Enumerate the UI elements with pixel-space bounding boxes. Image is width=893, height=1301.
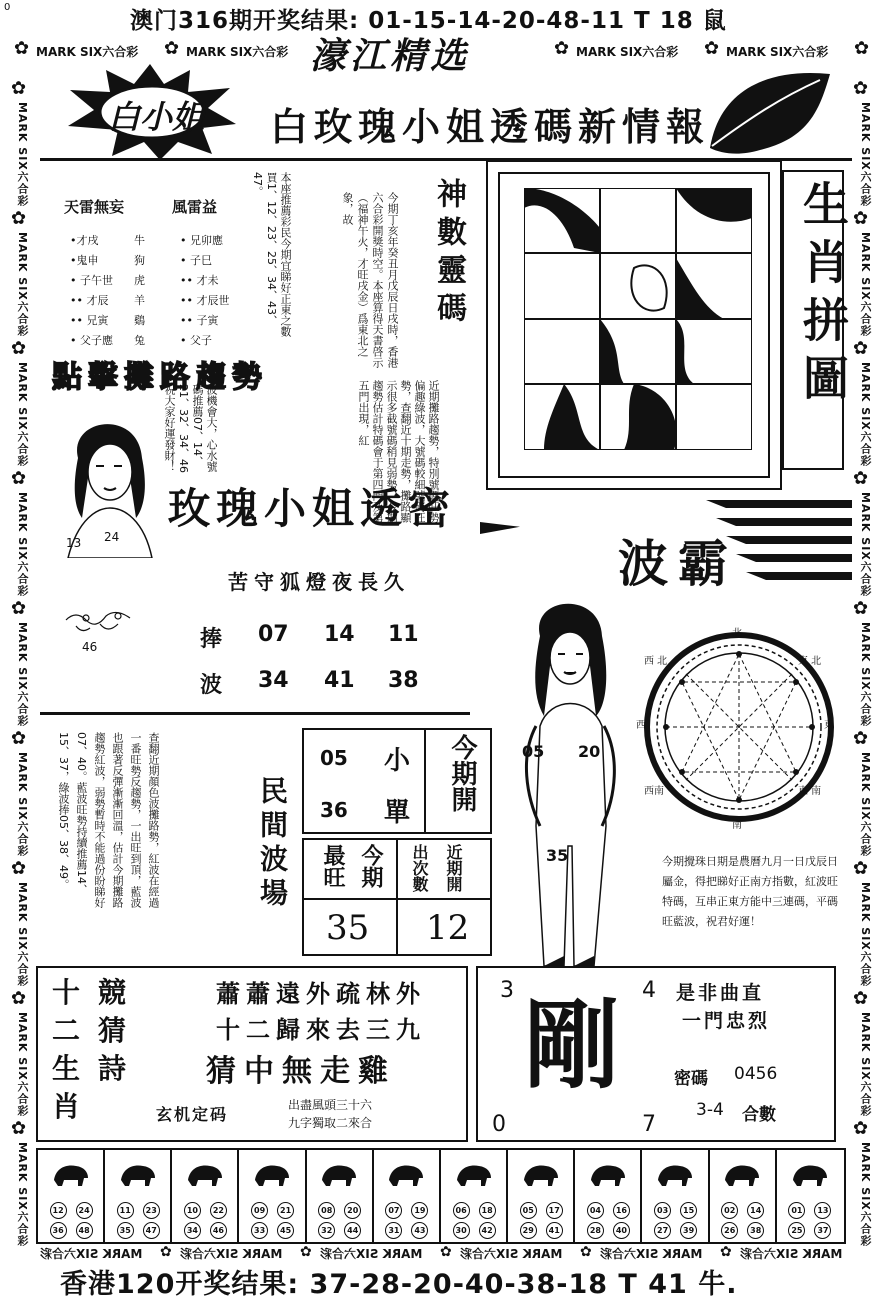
number-ball: 41: [546, 1222, 563, 1239]
gua-left: •• 才辰: [70, 294, 109, 307]
gua-row: [70, 292, 230, 308]
poem-heading2: [98, 974, 138, 1088]
zuiwang-label-b: 今期: [358, 844, 384, 888]
poem-box: [36, 966, 468, 1142]
portrait-photo: [58, 408, 158, 558]
bo-number: 34: [258, 668, 289, 693]
zodiac-cell: [508, 1150, 575, 1242]
zodiac-cell: [240, 1150, 307, 1242]
boji-text: 波機會大，心水號碼推薦07、14、21、32、34、46祝大家好運發財！: [163, 384, 218, 473]
left-border-strip: [10, 80, 32, 1250]
gua-heading-right: 風雷益: [172, 198, 218, 216]
bo-number: 38: [388, 668, 419, 693]
mima-label: 密碼: [674, 1069, 708, 1089]
mima-value: 0456: [734, 1064, 778, 1084]
flower-icon: ✿: [853, 468, 869, 489]
mark-six-side-label: MARK SIX六合彩: [16, 752, 29, 857]
mark-six-side-label: MARK SIX六合彩: [16, 622, 29, 727]
monkey-icon: [587, 1160, 629, 1188]
compass-northwest: 西 北: [644, 656, 668, 667]
number-ball: 03: [654, 1202, 671, 1219]
gang-number: 0: [492, 1112, 506, 1137]
lady-number: 20: [578, 742, 601, 761]
number-ball: 27: [654, 1222, 671, 1239]
flower-icon: ✿: [853, 338, 869, 359]
corner-mark: 0: [4, 2, 11, 13]
gua-animal: 狗: [134, 254, 145, 267]
number-ball: 21: [277, 1202, 294, 1219]
masthead-title: 濠江精选: [310, 35, 471, 77]
zodiac-cell: [38, 1150, 105, 1242]
flower-icon: ✿: [300, 1244, 312, 1260]
number-ball: 34: [184, 1222, 201, 1239]
number-ball: 35: [117, 1222, 134, 1239]
number-ball: 19: [411, 1202, 428, 1219]
trend-text: 近期攤路趨勢，特別號碼旺勢偏趣綠波，大號碼較細號碼旺勢，查翻近十期走勢，攤路顯示很多截號碼稍見弱勢，今期趨勢估計特碼會于第四門及第五門出現，紅: [357, 380, 440, 523]
poem-line: 蕭蕭遠外疏林外: [216, 979, 426, 1008]
gua-left: • 父子應: [70, 334, 113, 347]
number-ball: 26: [721, 1222, 738, 1239]
hidden-title: 點擊攤路趨勢: [52, 360, 268, 395]
xuanji-label: 玄机定码: [156, 1105, 229, 1124]
gua-row: [70, 232, 223, 248]
mark-six-label: MARK SIX六合彩: [186, 45, 289, 59]
number-ball: 17: [546, 1202, 563, 1219]
gua-right: • 父子: [180, 334, 212, 347]
number-ball: 15: [680, 1202, 697, 1219]
compass-west: 西: [636, 720, 646, 731]
number-ball: 30: [453, 1222, 470, 1239]
rat-icon: [50, 1160, 92, 1188]
xiaodan-label: 單: [384, 798, 411, 828]
gua-animal: 羊: [134, 294, 145, 307]
number-ball: 10: [184, 1202, 201, 1219]
zuiwang-box: [302, 838, 492, 956]
gua-row: [70, 252, 212, 268]
xiaodan-number: 36: [320, 798, 348, 822]
flower-icon: ✿: [853, 1118, 869, 1139]
mark-six-label: MARK SIX六合彩: [460, 1247, 563, 1261]
flower-icon: ✿: [580, 1244, 592, 1260]
poem-heading-char: 猜: [98, 1014, 127, 1047]
xiaodan-box: [302, 728, 492, 834]
number-ball: 43: [411, 1222, 428, 1239]
mark-six-side-label: MARK SIX六合彩: [16, 492, 29, 597]
gang-box: [476, 966, 836, 1142]
flower-icon: ✿: [11, 338, 27, 359]
number-ball: 06: [453, 1202, 470, 1219]
number-ball: 05: [520, 1202, 537, 1219]
leaf-icon: [700, 68, 840, 158]
mark-six-side-label: MARK SIX六合彩: [16, 1012, 29, 1117]
number-ball: 32: [318, 1222, 335, 1239]
poem-heading-char: 肖: [52, 1090, 81, 1123]
puzzle-frame: [486, 160, 782, 490]
number-ball: 33: [251, 1222, 268, 1239]
mark-six-label: MARK SIX六合彩: [600, 1247, 703, 1261]
number-ball: 44: [344, 1222, 361, 1239]
badge-starburst: [60, 62, 240, 162]
flower-icon: ✿: [853, 208, 869, 229]
zodiac-cell: [105, 1150, 172, 1242]
number-ball: 20: [344, 1202, 361, 1219]
poem-heading-char: 生: [52, 1052, 81, 1085]
number-ball: 23: [143, 1202, 160, 1219]
gua-right: • 子巳: [180, 254, 212, 267]
gua-left: • 子午世: [70, 274, 113, 287]
gua-row: [70, 332, 212, 348]
gua-left: •才戌: [70, 234, 99, 247]
flower-icon: ✿: [11, 988, 27, 1009]
xiaodan-label: 小: [384, 746, 411, 776]
tiangong-text: 今期丁亥年癸丑月戊辰日戌時，香港六合彩開獎時空。本座算得天書啓示（福神午火，才旺戌金）爲東北之象，故: [341, 192, 399, 368]
flower-icon: ✿: [11, 598, 27, 619]
rooster-icon: [654, 1160, 696, 1188]
mark-six-label: MARK SIX六合彩: [320, 1247, 423, 1261]
chuci-label-a: 出次數: [410, 844, 429, 892]
badge-text: 白小姐: [108, 98, 205, 136]
flower-icon: ✿: [720, 1244, 732, 1260]
gua-animal: 牛: [134, 234, 145, 247]
flower-icon: ✿: [854, 38, 870, 59]
number-ball: 45: [277, 1222, 294, 1239]
gang-phrase: 一門忠烈: [682, 1010, 771, 1032]
number-ball: 24: [76, 1202, 93, 1219]
gang-number: 3: [500, 978, 514, 1003]
slogan: 苦守狐燈夜長久: [228, 570, 410, 594]
zodiac-cell: [374, 1150, 441, 1242]
flower-icon: ✿: [853, 728, 869, 749]
portrait-number: 13: [66, 536, 82, 550]
mark-six-label: MARK SIX六合彩: [36, 45, 139, 59]
mark-six-label: MARK SIX六合彩: [576, 45, 679, 59]
poem-line: 猜中無走雞: [206, 1054, 396, 1089]
compass-southwest: 西南: [644, 786, 664, 797]
newspaper-title: 白玫瑰小姐透碼新情報: [270, 104, 711, 149]
mark-six-side-label: MARK SIX六合彩: [859, 1012, 872, 1117]
puzzle-title-box: [782, 170, 850, 470]
chuci-label-b: 近期開: [444, 844, 463, 892]
mark-six-side-label: MARK SIX六合彩: [859, 362, 872, 467]
gang-character: 剛: [524, 989, 620, 1102]
color-trend-text: 查翻近期顏色波攤路勢，紅波在經過一番旺勢反趨勢，一出旺到頂，藍波也跟著反彈漸漸回溫，估計今期攤路趨勢紅波，弱勢暫時不能過份盼睇好07、40。藍波旺勢持續推薦14、15、37，綠波捧05、38、49。: [57, 732, 160, 908]
zodiac-strip: [36, 1148, 846, 1244]
gua-right: • 兄卯應: [180, 234, 223, 247]
mark-six-side-label: MARK SIX六合彩: [16, 232, 29, 337]
number-ball: 47: [143, 1222, 160, 1239]
number-ball: 04: [587, 1202, 604, 1219]
gua-block: [60, 190, 250, 350]
rose-title-dash: [480, 522, 520, 534]
gua-animal: 虎: [134, 274, 145, 287]
xiaodan-divider: [424, 730, 426, 832]
poem-heading-char: 競: [98, 976, 127, 1009]
gua-heading-left: 天雷無妄: [64, 198, 125, 216]
zuiwang-label-a: 最旺: [320, 844, 346, 888]
flower-icon: ✿: [11, 1118, 27, 1139]
xiaodan-side: 今期開: [447, 734, 477, 812]
gua-right: •• 才辰世: [180, 294, 230, 307]
boba-title: 波霸: [618, 534, 738, 593]
mark-six-side-label: MARK SIX六合彩: [859, 102, 872, 207]
flower-icon: ✿: [554, 38, 570, 59]
bang-number: 07: [258, 622, 289, 647]
bang-number: 11: [388, 622, 419, 647]
compass-east: 東: [824, 720, 834, 731]
flower-icon: ✿: [11, 208, 27, 229]
heshu-label: 合數: [742, 1105, 776, 1125]
number-ball: 14: [747, 1202, 764, 1219]
number-ball: 12: [50, 1202, 67, 1219]
bang-row: [200, 622, 419, 653]
rabbit-icon: [251, 1160, 293, 1188]
flower-icon: ✿: [164, 38, 180, 59]
portrait-number: 24: [104, 530, 120, 544]
flower-icon: ✿: [11, 728, 27, 749]
number-ball: 39: [680, 1222, 697, 1239]
lady-photo: [510, 596, 630, 966]
flower-icon: ✿: [704, 38, 720, 59]
bang-label: 捧: [200, 626, 223, 652]
poem-hint: 出盡風頭三十六: [288, 1098, 373, 1112]
mark-six-side-label: MARK SIX六合彩: [859, 492, 872, 597]
poem-heading: [52, 974, 92, 1126]
mark-six-side-label: MARK SIX六合彩: [859, 622, 872, 727]
flower-sketch: [56, 600, 146, 660]
compass-south: 南: [732, 820, 742, 831]
top-lottery-result: 澳门316期开奖结果: 01-15-14-20-48-11 T 18 鼠: [130, 8, 727, 34]
snake-icon: [385, 1160, 427, 1188]
mark-six-side-label: MARK SIX六合彩: [859, 882, 872, 987]
mark-six-side-label: MARK SIX六合彩: [16, 1142, 29, 1247]
goat-icon: [520, 1160, 562, 1188]
mark-six-label: MARK SIX六合彩: [40, 1247, 143, 1261]
flower-icon: ✿: [853, 598, 869, 619]
bottom-lottery-result: 香港120开奖结果: 37-28-20-40-38-18 T 41 牛.: [60, 1269, 738, 1300]
zuiwang-value: 35: [326, 908, 370, 948]
gua-left: •• 兄寅: [70, 314, 109, 327]
number-ball: 36: [50, 1222, 67, 1239]
mark-six-label: MARK SIX六合彩: [740, 1247, 843, 1261]
number-ball: 29: [520, 1222, 537, 1239]
horse-icon: [453, 1160, 495, 1188]
zodiac-cell: [643, 1150, 710, 1242]
gua-row: [70, 272, 219, 288]
number-ball: 46: [210, 1222, 227, 1239]
flower-icon: ✿: [11, 858, 27, 879]
flower-icon: ✿: [11, 78, 27, 99]
mark-six-side-label: MARK SIX六合彩: [16, 102, 29, 207]
number-ball: 02: [721, 1202, 738, 1219]
tiger-icon: [184, 1160, 226, 1188]
gua-left: •鬼申: [70, 254, 99, 267]
flower-icon: ✿: [11, 468, 27, 489]
zodiac-cell: [307, 1150, 374, 1242]
flower-icon: ✿: [853, 78, 869, 99]
rose-title: 玫瑰小姐透密: [168, 484, 457, 533]
poem-heading-char: 十: [52, 976, 81, 1009]
bo-number: 41: [324, 668, 355, 693]
chuci-value: 12: [426, 908, 470, 948]
flower-icon: ✿: [853, 988, 869, 1009]
gua-row: [70, 312, 219, 328]
gang-number: 7: [642, 1112, 656, 1137]
number-ball: 13: [814, 1202, 831, 1219]
mark-six-side-label: MARK SIX六合彩: [16, 362, 29, 467]
mark-six-side-label: MARK SIX六合彩: [859, 1142, 872, 1247]
flower-icon: ✿: [14, 38, 30, 59]
bo-row: [200, 668, 419, 699]
number-ball: 08: [318, 1202, 335, 1219]
compass-note: 今期攪珠日期是農曆九月一日戊辰日屬金，得把睇好正南方指數，紅波旺特碼，互串正東方能中三連碼，平碼旺藍波，祝君好運！: [662, 855, 838, 928]
zodiac-cell: [710, 1150, 777, 1242]
number-ball: 37: [814, 1222, 831, 1239]
poem-heading-char: 二: [52, 1014, 81, 1047]
lady-number: 35: [546, 846, 569, 865]
number-ball: 31: [385, 1222, 402, 1239]
minjian-title: 民間波場: [256, 776, 289, 912]
dragon-icon: [318, 1160, 360, 1188]
zodiac-cell: [172, 1150, 239, 1242]
gua-right: •• 才未: [180, 274, 219, 287]
bottom-border-strip: [40, 1244, 850, 1260]
poem-hint: 九字獨取二來合: [288, 1116, 373, 1130]
mark-six-label: MARK SIX六合彩: [726, 45, 829, 59]
number-ball: 11: [117, 1202, 134, 1219]
number-ball: 38: [747, 1222, 764, 1239]
dog-icon: [721, 1160, 763, 1188]
mark-six-label: MARK SIX六合彩: [180, 1247, 283, 1261]
zuiwang-vline: [396, 840, 398, 954]
zodiac-cell: [575, 1150, 642, 1242]
compass-chart: [634, 622, 844, 832]
recommend-text: 本座推薦彩民今期宜睇好正東之數買1、12、23、25、34、43、47。: [251, 172, 292, 337]
mark-six-side-label: MARK SIX六合彩: [16, 882, 29, 987]
number-ball: 16: [613, 1202, 630, 1219]
number-ball: 07: [385, 1202, 402, 1219]
xiaodan-number: 05: [320, 746, 348, 770]
mark-six-side-label: MARK SIX六合彩: [859, 232, 872, 337]
number-ball: 28: [587, 1222, 604, 1239]
number-ball: 48: [76, 1222, 93, 1239]
number-ball: 18: [479, 1202, 496, 1219]
number-ball: 42: [479, 1222, 496, 1239]
number-ball: 25: [788, 1222, 805, 1239]
flower-number: 46: [82, 640, 98, 654]
zodiac-cell: [777, 1150, 844, 1242]
gang-number: 4: [642, 978, 656, 1003]
heshu-number: 3-4: [696, 1100, 724, 1120]
poem-line: 十二歸來去三九: [216, 1015, 426, 1044]
bang-number: 14: [324, 622, 355, 647]
number-ball: 40: [613, 1222, 630, 1239]
mark-six-side-label: MARK SIX六合彩: [859, 752, 872, 857]
gua-animal: 兔: [134, 334, 145, 347]
compass-north: 北: [732, 628, 742, 639]
gang-phrase: 是非曲直: [676, 982, 765, 1004]
number-ball: 01: [788, 1202, 805, 1219]
bo-label: 波: [200, 672, 223, 698]
compass-southeast: 東 南: [798, 786, 822, 797]
lady-number: 05: [522, 742, 545, 761]
shenshu-label: 神數靈碼: [431, 178, 466, 330]
section-rule: [40, 712, 470, 715]
zodiac-cell: [441, 1150, 508, 1242]
flower-icon: ✿: [160, 1244, 172, 1260]
gua-animal: 鷄: [134, 314, 145, 327]
pig-icon: [789, 1160, 831, 1188]
flower-icon: ✿: [440, 1244, 452, 1260]
ox-icon: [117, 1160, 159, 1188]
compass-northeast: 東 北: [798, 656, 822, 667]
gua-right: •• 子寅: [180, 314, 219, 327]
poem-heading-char: 詩: [98, 1052, 127, 1085]
flower-icon: ✿: [853, 858, 869, 879]
number-ball: 09: [251, 1202, 268, 1219]
puzzle-title: 生肖拼圖: [796, 180, 850, 412]
number-ball: 22: [210, 1202, 227, 1219]
